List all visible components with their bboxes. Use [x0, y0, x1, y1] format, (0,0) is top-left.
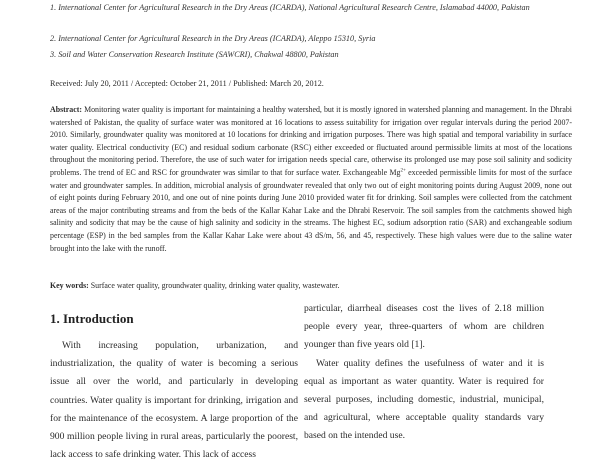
affiliation-2: 2. International Center for Agricultural Research in the Dry Areas (ICARDA), Aleppo 15310, Syria [50, 34, 376, 43]
abstract-superscript: 2+ [400, 168, 406, 174]
intro-right-column [304, 300, 544, 446]
keywords-label: Key words: [50, 281, 89, 290]
abstract-text-2: exceeded permissible limits for most of the surface water and groundwater samples. In addition, microbial analysis of groundwater revealed that only two out of eight monitoring points during August 2009, none out of eight points during February 2010, and one out of nine points during June 2010 provided water fit for drinking. Soil samples were collected from the catchment areas of the major contributing streams and from the beds of the Kallar Kahar Lake and the Dhrabi Reservoir. The soil samples from the catchments showed high salinity and sodicity that may be the cause of high salinity and sodicity in the streams. The highest EC, sodium adsorption ratio (SAR) and exchangeable sodium percentage (ESP) in the bed samples from the Kallar Kahar Lake were about 43 dS/m, 56, and 45, respectively. These high values were due to the saline water brought into the lake with the runoff. [50, 167, 572, 253]
affiliation-3: 3. Soil and Water Conservation Research Institute (SAWCRI), Chakwal 48800, Pakistan [50, 50, 339, 59]
abstract-text-1: Monitoring water quality is important for maintaining a healthy watershed, but it is mostly ignored in watershed planning and management. In the Dhrabi watershed of Pakistan, the quality of surface water was monitored at 16 locations to assess suitability for irrigation over regular intervals during the period 2007-2010. Similarly, groundwater quality was monitored at 10 locations for drinking and irrigation purposes. There was high spatial and temporal variability in surface water quality. Electrical conductivity (EC) and residual sodium carbonate (RSC) either exceeded or fluctuated around permissible limits at most of the locations throughout the monitoring period. Therefore, the use of such water for irrigation needs special care, otherwise its prolonged use may pose soil salinity and sodicity problems. The trend of EC and RSC for groundwater was similar to that for surface water. Exchangeable Mg [50, 105, 572, 177]
keywords-text: Surface water quality, groundwater quality, drinking water quality, wastewater. [88, 281, 340, 290]
abstract-label: Abstract: [50, 105, 82, 114]
affiliation-1: 1. International Center for Agricultural Research in the Dry Areas (ICARDA), National Agricultural Research Centre, Islamabad 44000, Pakistan [50, 3, 530, 12]
intro-right-paragraph-2: Water quality defines the usefulness of water and it is equal as important as water quantity. Water is required for several purposes, including domestic, industrial, municipal, and agricultural, where acceptable quality standards vary based on the intended use. [304, 357, 544, 442]
publication-dates: Received: July 20, 2011 / Accepted: October 21, 2011 / Published: March 20, 2012. [50, 79, 324, 88]
intro-right-paragraph-1: particular, diarrheal diseases cost the lives of 2.18 million people every year, three-quarters of whom are children younger than five years old [1]. [304, 303, 544, 351]
intro-left-column: With increasing population, urbanization, and industrialization, the quality of water is becoming a serious issue all over the world, and particularly in developing countries. Water quality is important for drinking, irrigation and for the maintenance of the ecosystem. A large proportion of the 900 million people living in rural areas, particularly the poorest, lack access to safe drinking water. This lack of access [50, 340, 298, 461]
section-heading: 1. Introduction [50, 311, 134, 326]
keywords [50, 281, 339, 290]
abstract [50, 104, 572, 255]
